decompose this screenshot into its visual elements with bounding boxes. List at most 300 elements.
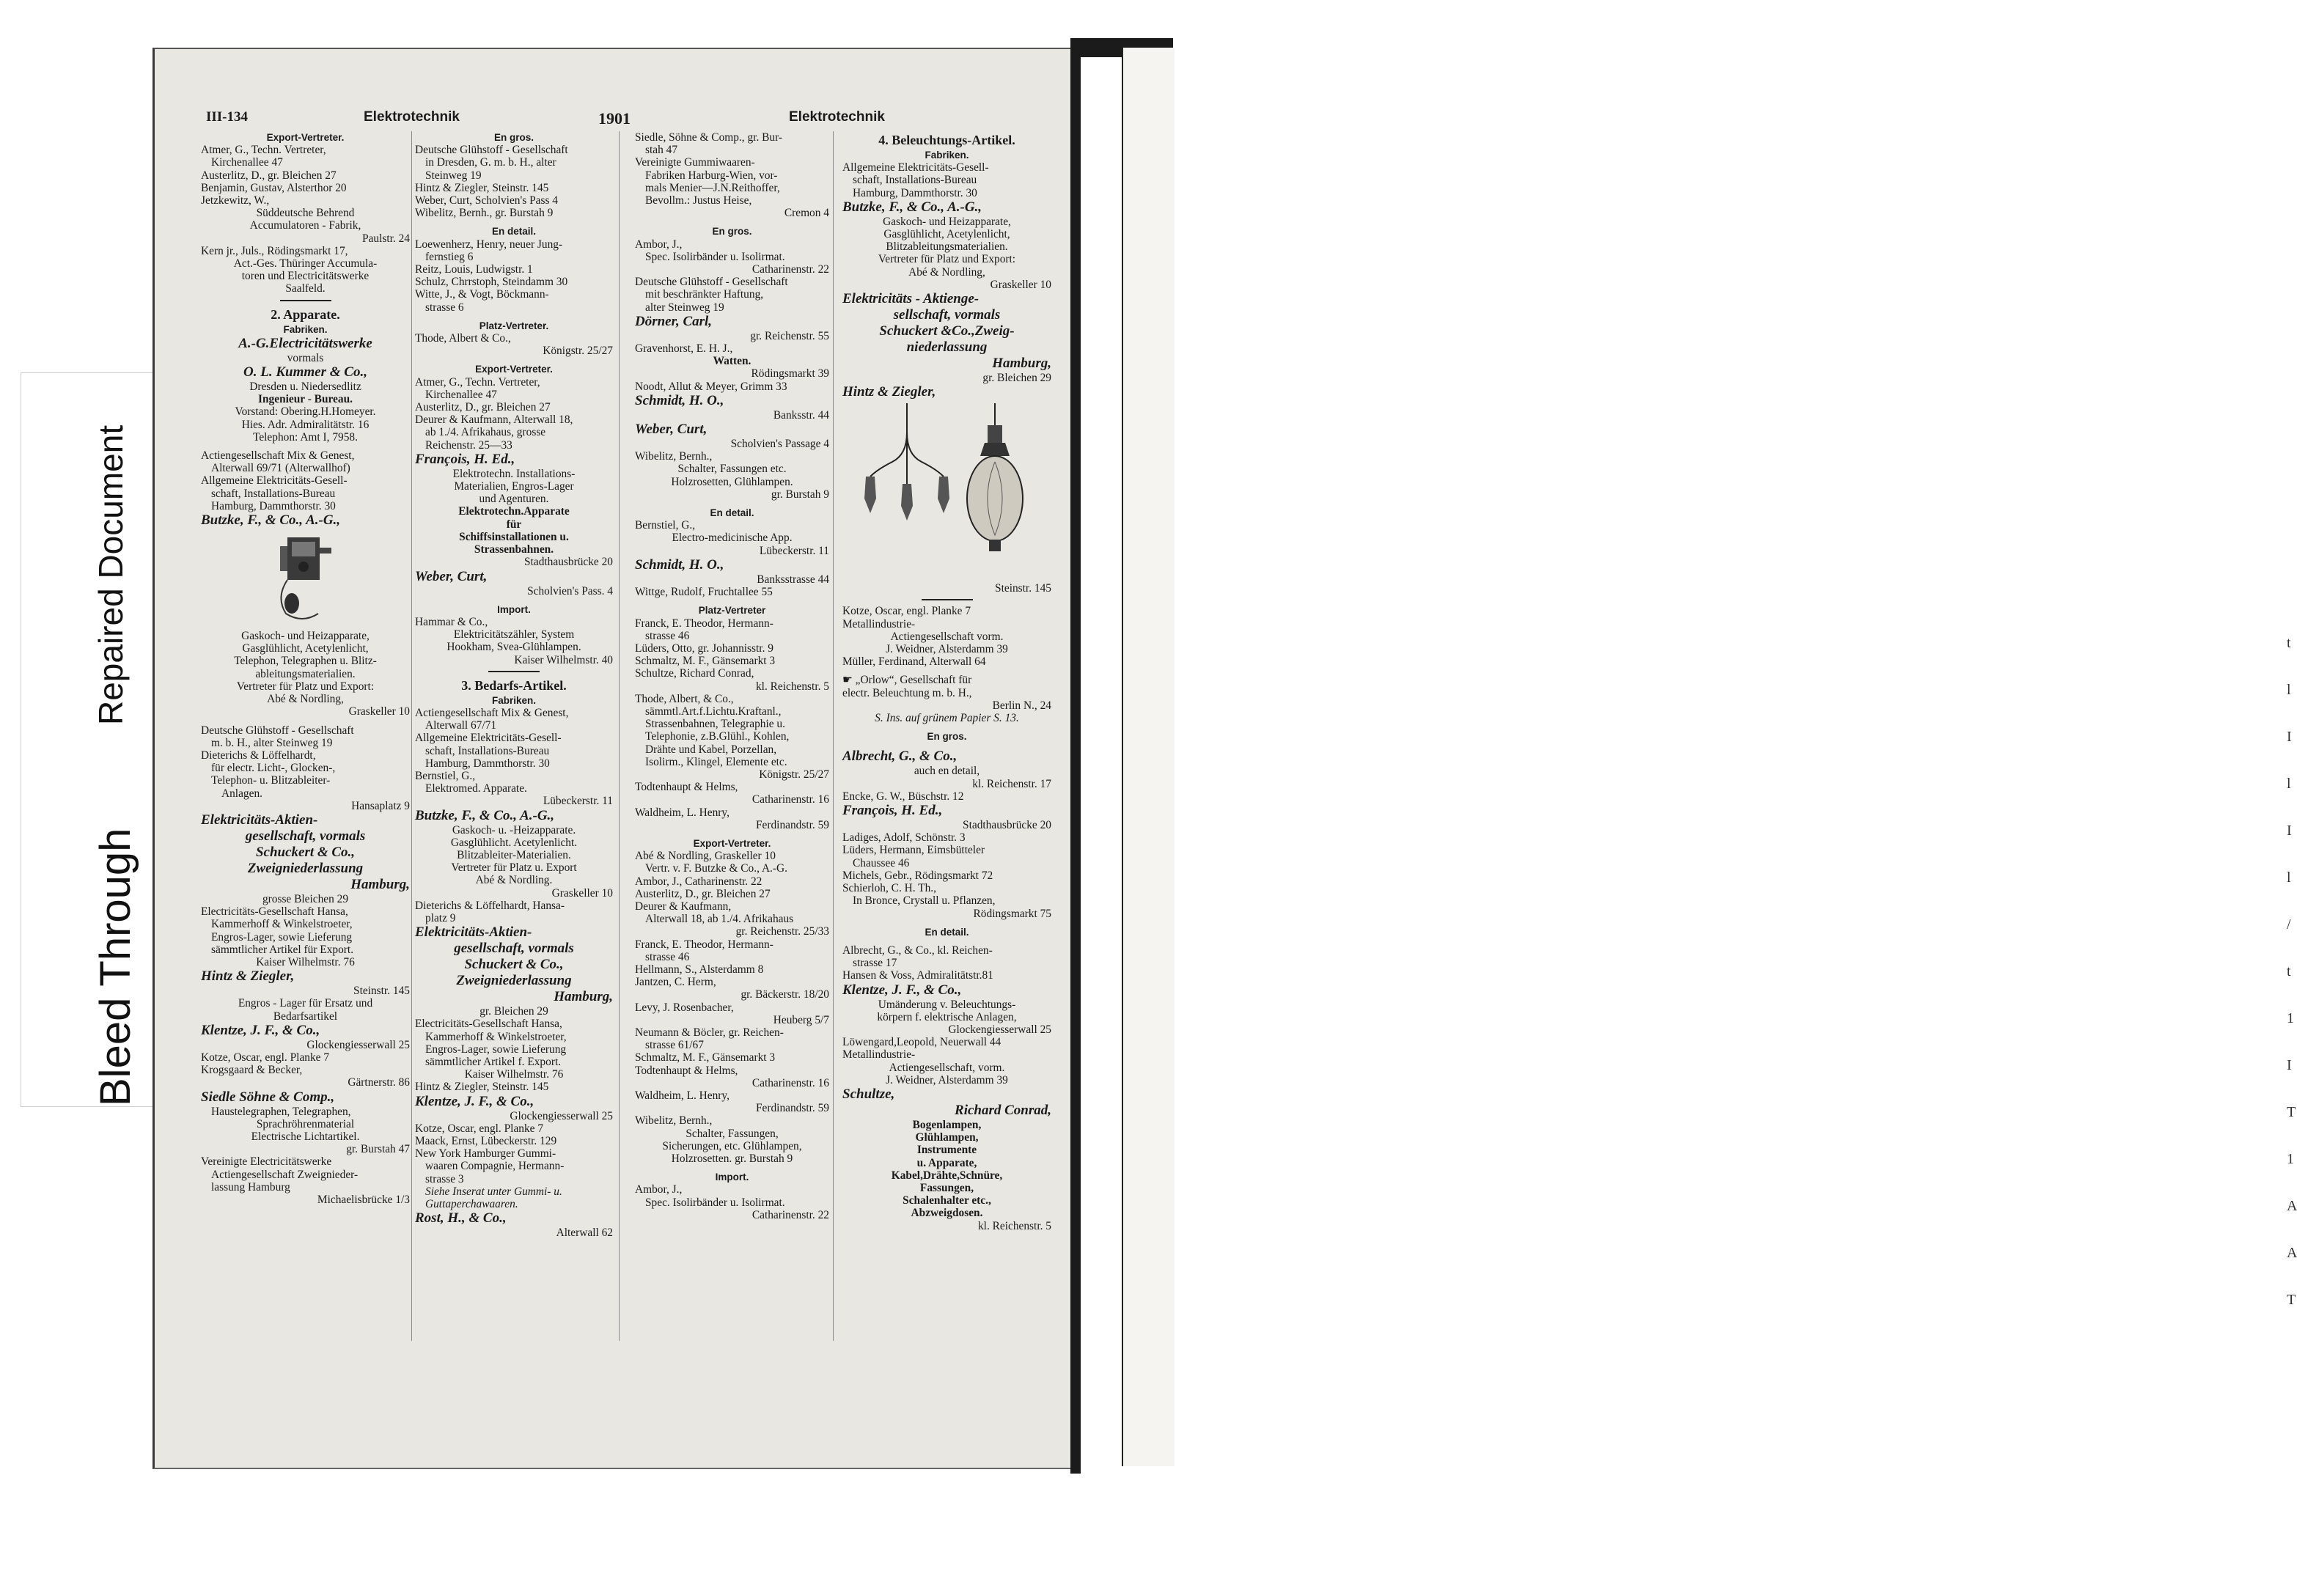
directory-line: Albrecht, G., & Co., (842, 749, 958, 765)
directory-line: Maack, Ernst, Lübeckerstr. 129 (415, 1135, 557, 1147)
directory-line: Accumulatoren - Fabrik, (249, 219, 361, 232)
adjacent-page-fragment: I (2287, 729, 2292, 745)
adjacent-page-fragment: l (2287, 776, 2291, 792)
directory-line: Lübeckerstr. 11 (543, 795, 613, 808)
directory-line: u. Apparate, (916, 1156, 977, 1169)
directory-line: Elektrotechn.Apparate (458, 505, 570, 518)
directory-line: Haustelegraphen, Telegraphen, (211, 1105, 351, 1118)
directory-line: Schmidt, H. O., (635, 556, 724, 573)
directory-line: Fabriken. (491, 694, 537, 706)
directory-line: Lüders, Otto, gr. Johannisstr. 9 (635, 641, 773, 655)
directory-line: Rödingsmarkt 39 (751, 367, 829, 380)
directory-line: Austerlitz, D., gr. Bleichen 27 (415, 401, 551, 414)
directory-line: Deutsche Glühstoff - Gesellschaft (635, 276, 788, 289)
directory-line: Cremon 4 (784, 207, 829, 220)
column-2 (415, 131, 613, 1239)
directory-line: Import. (497, 603, 531, 615)
directory-line: Michaelisbrücke 1/3 (317, 1193, 410, 1206)
directory-line: Engros - Lager für Ersatz und (238, 997, 373, 1010)
directory-line: Actiengesellschaft Zweignieder- (211, 1168, 359, 1181)
directory-line: J. Weidner, Alsterdamm 39 (886, 643, 1008, 656)
directory-line: Hamburg, (992, 356, 1051, 372)
directory-line: Reichenstr. 25—33 (425, 438, 512, 452)
directory-line: Abzweigdosen. (911, 1207, 983, 1220)
directory-line: Königstr. 25/27 (543, 345, 613, 358)
directory-line: Actiengesellschaft vorm. (890, 630, 1004, 643)
directory-line: Dieterichs & Löffelhardt, Hansa- (415, 899, 565, 912)
adjacent-page-text (2287, 619, 2296, 1323)
directory-line: Stadthausbrücke 20 (963, 819, 1051, 832)
directory-line: Sprachröhrenmaterial (256, 1117, 355, 1130)
directory-line: Schuckert & Co., (464, 957, 564, 973)
directory-line: strasse 17 (853, 957, 897, 970)
directory-line: fernstieg 6 (425, 250, 474, 263)
directory-line: Alterwall 67/71 (425, 719, 497, 732)
directory-line: Catharinenstr. 16 (751, 1076, 829, 1089)
directory-line: En detail. (710, 507, 754, 519)
directory-line: Kotze, Oscar, engl. Planke 7 (201, 1051, 330, 1064)
directory-line: gr. Reichenstr. 25/33 (735, 925, 829, 938)
directory-line: Gaskoch- und Heizapparate, (883, 215, 1011, 228)
directory-line: Engros-Lager, sowie Lieferung (211, 930, 353, 944)
directory-line: waaren Compagnie, Hermann- (425, 1160, 565, 1173)
directory-line: Steinstr. 145 (995, 582, 1051, 595)
directory-line: Butzke, F., & Co., A.-G., (201, 512, 341, 529)
directory-line: Banksstr. 44 (773, 408, 829, 422)
directory-line: Jantzen, C. Herm, (635, 976, 716, 989)
directory-line: Gasglühlicht. Acetylenlicht. (450, 836, 578, 849)
directory-line: Glockengiesserwall 25 (306, 1038, 410, 1051)
directory-line: Schmaltz, M. F., Gänsemarkt 3 (635, 655, 776, 668)
spacer (415, 219, 613, 225)
directory-line: Sicherungen, etc. Glühlampen, (662, 1139, 802, 1152)
directory-line: gr. Bleichen 29 (479, 1005, 548, 1018)
directory-line: Hamburg, Dammthorstr. 30 (853, 186, 977, 199)
directory-line: 4. Beleuchtungs-Artikel. (878, 133, 1015, 147)
directory-line: Kaiser Wilhelmstr. 76 (464, 1068, 564, 1081)
directory-line: Thode, Albert & Co., (415, 332, 511, 345)
directory-line: Allgemeine Elektricitäts-Gesell- (842, 161, 989, 174)
directory-line: Telephon: Amt I, 7958. (253, 430, 358, 444)
directory-line: Kirchenallee 47 (425, 388, 497, 401)
directory-line: Hamburg, (554, 989, 613, 1005)
directory-line: Weber, Curt, (415, 568, 488, 584)
spacer (415, 597, 613, 603)
directory-line: Wittge, Rudolf, Fruchtallee 55 (635, 586, 773, 599)
directory-line: Vertreter für Platz und Export: (878, 253, 1016, 266)
directory-line: En detail. (925, 926, 969, 938)
telephone-illustration (201, 532, 410, 627)
directory-line: Reitz, Louis, Ludwigstr. 1 (415, 263, 533, 276)
directory-line: Hintz & Ziegler, Steinstr. 145 (415, 181, 549, 194)
directory-line: Platz-Vertreter (698, 605, 766, 617)
directory-line: stah 47 (645, 144, 678, 157)
directory-line: Schuckert &Co.,Zweig- (879, 323, 1015, 339)
directory-line: Catharinenstr. 22 (751, 263, 829, 276)
directory-line: Atmer, G., Techn. Vertreter, (415, 375, 540, 389)
section-rule (922, 599, 973, 600)
directory-line: Fabriken Harburg-Wien, vor- (645, 169, 778, 182)
directory-line: niederlassung (906, 339, 988, 356)
directory-line: Elektricitätszähler, System (453, 628, 575, 641)
directory-line: Hamburg, (350, 876, 410, 892)
directory-line: Kaiser Wilhelmstr. 76 (256, 955, 355, 968)
directory-line: Metallindustrie- (842, 1048, 916, 1062)
directory-line: gr. Burstah 47 (346, 1143, 410, 1156)
directory-line: strasse 3 (425, 1172, 464, 1185)
directory-line: Ingenieur - Bureau. (258, 393, 353, 406)
directory-line: Kabel,Drähte,Schnüre, (891, 1169, 1003, 1182)
directory-line: Fabriken. (283, 323, 328, 335)
spacer (635, 831, 829, 837)
adjacent-page-fragment: A (2287, 1198, 2297, 1214)
directory-line: 3. Bedarfs-Artikel. (461, 677, 567, 693)
directory-line: Butzke, F., & Co., A.-G., (842, 199, 982, 215)
directory-line: Gärtnerstr. 86 (348, 1076, 410, 1089)
directory-line: Kirchenallee 47 (211, 156, 283, 169)
directory-line: Deurer & Kaufmann, Alterwall 18, (415, 413, 573, 427)
column-divider (833, 131, 834, 1341)
directory-line: Ladiges, Adolf, Schönstr. 3 (842, 831, 966, 845)
directory-line: En detail. (491, 226, 536, 238)
directory-line: kl. Reichenstr. 5 (977, 1219, 1051, 1232)
directory-line: Gasglühlicht, Acetylenlicht, (242, 642, 369, 655)
directory-line: gr. Reichenstr. 55 (750, 329, 829, 342)
spacer (842, 938, 1051, 944)
directory-line: strasse 6 (425, 301, 464, 314)
directory-line: electr. Beleuchtung m. b. H., (842, 686, 972, 699)
directory-line: Richard Conrad, (955, 1102, 1051, 1118)
directory-line: Schiffsinstallationen u. (459, 530, 569, 543)
directory-line: Graskeller 10 (551, 886, 613, 900)
directory-line: Hellmann, S., Alsterdamm 8 (635, 963, 764, 976)
directory-line: Dresden u. Niedersedlitz (249, 380, 361, 394)
directory-line: sellschaft, vormals (893, 307, 1001, 323)
directory-line: schaft, Installations-Bureau (425, 744, 550, 757)
directory-line: Elektricitäts - Aktienge- (842, 291, 980, 307)
directory-line: Allgemeine Elektricitäts-Gesell- (415, 732, 562, 745)
directory-line: Schuckert & Co., (255, 844, 356, 860)
directory-line: Strassenbahnen, Telegraphie u. (645, 718, 785, 731)
directory-line: Spec. Isolirbänder u. Isolirmat. (645, 1196, 785, 1209)
directory-line: für (506, 518, 522, 531)
spacer (842, 743, 1051, 749)
directory-line: Abé & Nordling, (908, 265, 985, 279)
directory-line: Elektricitäts-Aktien- (415, 924, 532, 941)
directory-line: Actiengesellschaft Mix & Genest, (201, 449, 355, 463)
directory-line: Gaskoch- und Heizapparate, (241, 630, 370, 643)
directory-line: sämmtlicher Artikel f. Export. (425, 1055, 562, 1068)
directory-line: Telephonie, z.B.Glühl., Kohlen, (645, 730, 790, 743)
directory-line: Stadthausbrücke 20 (524, 556, 613, 569)
spacer (842, 668, 1051, 674)
directory-line: Königstr. 25/27 (759, 768, 829, 781)
directory-line: Ambor, J., Catharinenstr. 22 (635, 875, 762, 888)
directory-line: Franck, E. Theodor, Hermann- (635, 938, 773, 951)
directory-line: gr. Burstah 9 (771, 488, 829, 501)
directory-line: Schalter, Fassungen etc. (677, 463, 787, 476)
directory-line: m. b. H., alter Steinweg 19 (211, 736, 333, 749)
directory-line: Electricitäts-Gesellschaft Hansa, (201, 905, 348, 919)
column-divider (411, 131, 412, 1341)
directory-line: mals Menier—J.N.Reithoffer, (645, 181, 780, 194)
directory-line: J. Weidner, Alsterdamm 39 (886, 1073, 1008, 1086)
directory-line: En gros. (927, 731, 967, 743)
directory-line: Abé & Nordling, (267, 693, 344, 706)
directory-line: Loewenherz, Henry, neuer Jung- (415, 238, 563, 251)
adjacent-page-fragment: t (2287, 635, 2291, 651)
header-title-right: Elektrotechnik (789, 109, 885, 125)
directory-line: vormals (287, 351, 324, 364)
directory-line: S. Ins. auf grünem Papier S. 13. (875, 712, 1019, 725)
directory-line: Chaussee 46 (853, 856, 910, 869)
directory-line: Engros-Lager, sowie Lieferung (425, 1042, 567, 1056)
directory-line: Weber, Curt, (635, 422, 708, 438)
directory-line: gesellschaft, vormals (245, 828, 366, 844)
directory-line: Import. (715, 1172, 749, 1183)
directory-line: Lübeckerstr. 11 (759, 544, 829, 557)
directory-line: Vorstand: Obering.H.Homeyer. (235, 405, 376, 419)
adjacent-page-edge (1122, 48, 2297, 1466)
directory-line: strasse 46 (645, 629, 690, 642)
header-title-left: Elektrotechnik (364, 109, 460, 125)
directory-line: Krogsgaard & Becker, (201, 1064, 303, 1077)
directory-line: Kammerhoff & Winkelstroeter, (211, 918, 353, 931)
directory-line: Wibelitz, Bernh., (635, 1114, 713, 1128)
directory-line: Wibelitz, Bernh., gr. Burstah 9 (415, 207, 554, 220)
scan-top-margin (0, 0, 1173, 40)
directory-line: Abé & Nordling. (475, 874, 553, 887)
spacer (842, 920, 1051, 926)
directory-line: Kotze, Oscar, engl. Planke 7 (842, 605, 971, 618)
directory-line: Schmidt, H. O., (635, 392, 724, 408)
directory-line: Elektrotechn. Installations- (452, 467, 576, 480)
adjacent-page-fragment: I (2287, 823, 2292, 839)
directory-line: Watten. (713, 355, 751, 368)
directory-line: Kaiser Wilhelmstr. 40 (514, 653, 613, 666)
directory-line: Bedarfsartikel (273, 1010, 338, 1023)
directory-line: Platz-Vertreter. (479, 320, 549, 331)
adjacent-page-fragment: I (2287, 1057, 2292, 1073)
page-number: III-134 (206, 109, 249, 125)
directory-line: Zweigniederlassung (456, 973, 572, 989)
directory-line: schaft, Installations-Bureau (853, 174, 977, 187)
directory-line: A.-G.Electricitätswerke (238, 335, 372, 351)
directory-line: Siedle, Söhne & Comp., gr. Bur- (635, 131, 783, 144)
directory-line: Benjamin, Gustav, Alsterthor 20 (201, 181, 347, 194)
directory-line: schaft, Installations-Bureau (211, 487, 336, 500)
directory-line: Electro-medicinische App. (672, 532, 793, 545)
spacer (842, 724, 1051, 730)
directory-line: ☛ „Orlow“, Gesellschaft für (842, 674, 972, 687)
directory-line: Electricitäts-Gesellschaft Hansa, (415, 1018, 562, 1031)
directory-page (152, 48, 1073, 1469)
directory-line: ableitungsmaterialien. (255, 667, 356, 680)
directory-line: Guttaperchawaaren. (425, 1198, 518, 1211)
directory-line: Klentze, J. F., & Co., (842, 982, 962, 998)
directory-line: Hansen & Voss, Admiralitätstr.81 (842, 969, 993, 982)
directory-line: Scholvien's Pass. 4 (527, 584, 613, 597)
directory-line: Catharinenstr. 16 (751, 793, 829, 806)
directory-line: Vertr. v. F. Butzke & Co., A.-G. (645, 862, 787, 875)
lamp-illustration (842, 403, 1051, 579)
directory-line: sämmtlicher Artikel für Export. (211, 943, 354, 956)
directory-line: Atmer, G., Techn. Vertreter, (201, 144, 326, 157)
directory-line: Schulz, Chrrstoph, Steindamm 30 (415, 276, 568, 289)
directory-line: Graskeller 10 (348, 705, 410, 718)
directory-line: François, H. Ed., (415, 451, 515, 467)
directory-line: Noodt, Allut & Meyer, Grimm 33 (635, 380, 787, 393)
directory-line: Fassungen, (919, 1181, 974, 1194)
directory-line: Gaskoch- u. -Heizapparate. (452, 823, 576, 836)
directory-line: Deutsche Glühstoff - Gesellschaft (201, 724, 354, 737)
spacer (415, 314, 613, 320)
directory-line: auch en detail, (914, 765, 980, 778)
directory-line: Catharinenstr. 22 (751, 1208, 829, 1221)
directory-line: Weber, Curt, Scholvien's Pass 4 (415, 194, 558, 207)
directory-line: Rödingsmarkt 75 (973, 907, 1051, 920)
directory-line: Butzke, F., & Co., A.-G., (415, 807, 555, 823)
directory-line: kl. Reichenstr. 17 (972, 777, 1051, 790)
directory-line: Vertreter für Platz u. Export (451, 861, 577, 875)
directory-line: Telephon, Telegraphen u. Blitz- (234, 655, 377, 668)
directory-line: Schultze, Richard Conrad, (635, 667, 754, 680)
directory-line: Materialien, Engros-Lager (454, 480, 574, 493)
directory-line: Elektricitäts-Aktien- (201, 812, 318, 828)
directory-line: Saalfeld. (285, 282, 326, 295)
directory-line: Dieterichs & Löffelhardt, (201, 749, 316, 762)
directory-line: strasse 61/67 (645, 1039, 704, 1052)
directory-line: Abé & Nordling, Graskeller 10 (635, 850, 776, 863)
directory-line: Hansaplatz 9 (351, 799, 410, 812)
directory-line: Export-Vertreter. (266, 132, 345, 143)
directory-line: Fabriken. (925, 150, 969, 161)
directory-line: Todtenhaupt & Helms, (635, 1064, 738, 1077)
directory-line: Anlagen. (221, 787, 262, 800)
directory-line: Isolirm., Klingel, Elemente etc. (645, 755, 787, 768)
directory-line: Kern jr., Juls., Rödingsmarkt 17, (201, 244, 348, 257)
directory-line: Export-Vertreter. (475, 364, 553, 375)
directory-line: Telephon- u. Blitzableiter- (211, 774, 331, 787)
directory-line: Hintz & Ziegler, (201, 968, 295, 985)
directory-line: Bernstiel, G., (415, 769, 476, 782)
directory-line: Müller, Ferdinand, Alterwall 64 (842, 655, 986, 669)
directory-line: Bogenlampen, (912, 1118, 982, 1131)
directory-line: alter Steinweg 19 (645, 301, 724, 314)
directory-line: Hintz & Ziegler, (842, 384, 936, 400)
directory-line: lassung Hamburg (211, 1180, 290, 1194)
directory-line: Act.-Ges. Thüringer Accumula- (233, 257, 378, 271)
directory-line: Süddeutsche Behrend (256, 207, 355, 220)
directory-line: Rost, H., & Co., (415, 1210, 507, 1227)
directory-line: Export-Vertreter. (693, 837, 771, 849)
directory-line: O. L. Kummer & Co., (243, 364, 367, 380)
directory-line: Austerlitz, D., gr. Bleichen 27 (635, 887, 771, 900)
directory-line: Kammerhoff & Winkelstroeter, (425, 1030, 567, 1043)
directory-line: Lüders, Hermann, Eimsbütteler (842, 844, 985, 857)
directory-line: körpern f. elektrische Anlagen, (877, 1010, 1017, 1023)
directory-line: Glühlampen, (915, 1131, 979, 1144)
adjacent-page-fragment: 1 (2287, 1151, 2294, 1167)
directory-line: Blitzableiter-Materialien. (457, 848, 571, 861)
directory-line: Spec. Isolirbänder u. Isolirmat. (645, 250, 785, 263)
directory-line: Ambor, J., (635, 238, 683, 251)
directory-line: Franck, E. Theodor, Hermann- (635, 617, 773, 630)
directory-line: François, H. Ed., (842, 803, 943, 819)
page-header (206, 109, 1049, 131)
directory-line: Holzrosetten, Glühlampen. (671, 475, 793, 488)
directory-line: Bevollm.: Justus Heise, (645, 194, 752, 207)
directory-line: En gros. (493, 132, 534, 143)
directory-line: Elektromed. Apparate. (425, 782, 527, 795)
directory-line: New York Hamburger Gummi- (415, 1147, 556, 1161)
directory-line: Paulstr. 24 (362, 232, 410, 245)
directory-line: Scholvien's Passage 4 (730, 438, 829, 451)
directory-line: Allgemeine Elektricitäts-Gesell- (201, 474, 348, 488)
directory-line: kl. Reichenstr. 5 (755, 680, 829, 693)
directory-line: Hamburg, Dammthorstr. 30 (425, 757, 550, 770)
directory-line: Berlin N., 24 (992, 699, 1051, 712)
adjacent-page-fragment: / (2287, 916, 2291, 933)
directory-line: Todtenhaupt & Helms, (635, 781, 738, 794)
column-divider (619, 131, 620, 1341)
directory-line: Blitzableitungsmaterialien. (886, 240, 1008, 254)
directory-line: grosse Bleichen 29 (262, 892, 349, 905)
document-label-panel (21, 372, 158, 1107)
adjacent-page-fragment: T (2287, 1292, 2296, 1308)
directory-line: Steinweg 19 (425, 169, 482, 182)
directory-line: Hammar & Co., (415, 615, 488, 628)
directory-line: Actiengesellschaft, vorm. (889, 1061, 1005, 1074)
directory-line: sämmtl.Art.f.Lichtu.Kraftanl., (645, 705, 782, 718)
directory-line: Bernstiel, G., (635, 519, 696, 532)
directory-line: in Dresden, G. m. b. H., alter (425, 156, 556, 169)
directory-line: platz 9 (425, 911, 456, 924)
adjacent-page-fragment: 1 (2287, 1010, 2294, 1026)
directory-line: Levy, J. Rosenbacher, (635, 1001, 734, 1014)
directory-line: gr. Bleichen 29 (982, 372, 1051, 385)
spacer (415, 357, 613, 363)
directory-line: Banksstrasse 44 (757, 573, 829, 586)
spacer (201, 444, 410, 449)
directory-line: Deutsche Glühstoff - Gesellschaft (415, 144, 568, 157)
directory-line: gesellschaft, vormals (454, 941, 574, 957)
directory-line: En gros. (712, 226, 752, 238)
directory-line: Klentze, J. F., & Co., (201, 1022, 320, 1038)
spacer (635, 219, 829, 225)
directory-line: Michels, Gebr., Rödingsmarkt 72 (842, 869, 993, 882)
directory-line: mit beschränkter Haftung, (645, 288, 764, 301)
directory-line: Metallindustrie- (842, 617, 916, 630)
directory-line: Gravenhorst, E. H. J., (635, 342, 733, 356)
directory-line: Siehe Inserat unter Gummi- u. (425, 1185, 562, 1198)
column-4 (842, 131, 1051, 1232)
directory-line: Vereinigte Electricitätswerke (201, 1155, 332, 1169)
directory-line: gr. Bäckerstr. 18/20 (740, 988, 829, 1001)
directory-line: Alterwall 69/71 (Alterwallhof) (211, 462, 350, 475)
directory-line: Witte, J., & Vogt, Böckmann- (415, 288, 549, 301)
adjacent-page-fragment: t (2287, 963, 2291, 979)
repaired-document-label: Repaired Document (92, 424, 130, 725)
directory-line: ab 1./4. Afrikahaus, grosse (425, 426, 546, 439)
directory-line: Steinstr. 145 (353, 985, 410, 998)
column-1 (201, 131, 410, 1206)
directory-line: Waldheim, L. Henry, (635, 806, 729, 819)
section-rule (488, 671, 540, 672)
directory-line: Kotze, Oscar, engl. Planke 7 (415, 1122, 544, 1135)
directory-line: Umänderung v. Beleuchtungs- (878, 998, 1016, 1011)
directory-line: Hies. Adr. Admiralitätstr. 16 (241, 418, 370, 431)
